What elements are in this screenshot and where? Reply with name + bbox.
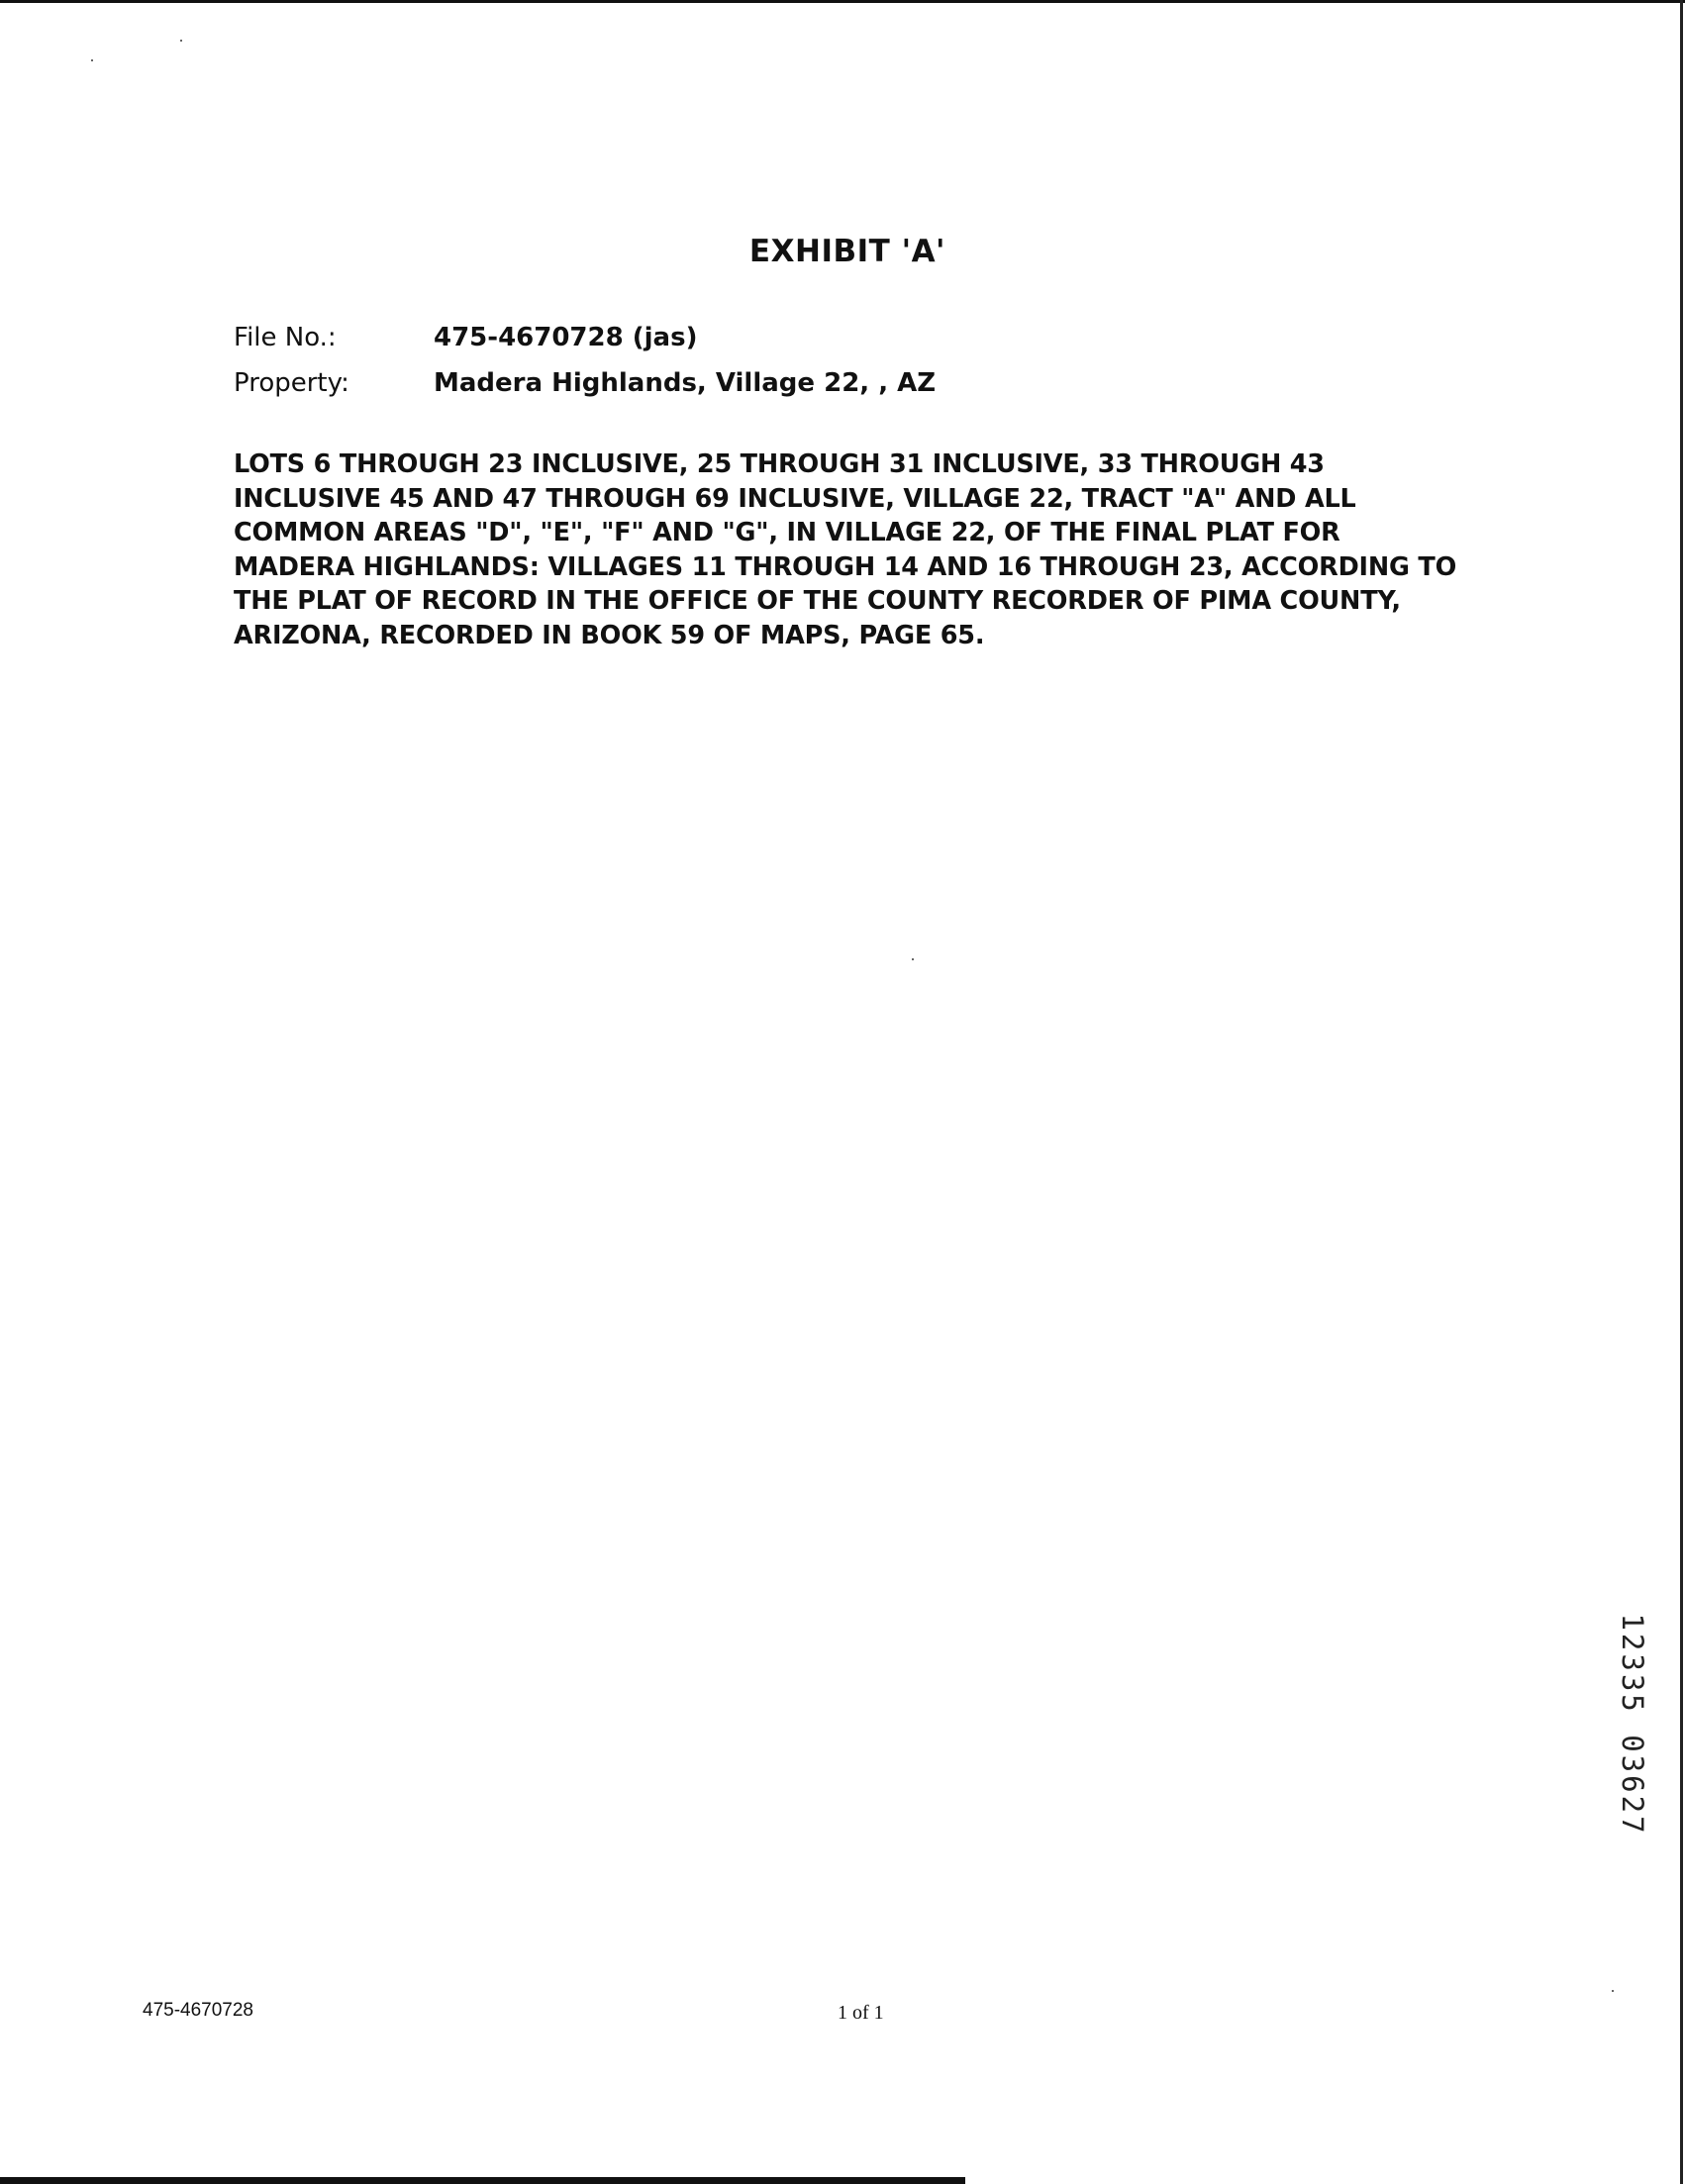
scan-speck bbox=[180, 40, 182, 42]
legal-description-line: COMMON AREAS "D", "E", "F" AND "G", IN VILLAGE 22, OF THE FINAL PLAT FOR bbox=[234, 518, 1340, 547]
legal-description-line: LOTS 6 THROUGH 23 INCLUSIVE, 25 THROUGH 31 INCLUSIVE, 33 THROUGH 43 bbox=[234, 449, 1325, 479]
scan-edge-bottom bbox=[0, 2177, 965, 2184]
legal-description-line: MADERA HIGHLANDS: VILLAGES 11 THROUGH 14 AND 16 THROUGH 23, ACCORDING TO bbox=[234, 551, 1457, 582]
recorder-stamp bbox=[1616, 1596, 1649, 1853]
footer-page-indicator: 1 of 1 bbox=[838, 2002, 884, 2024]
legal-description-line: INCLUSIVE 45 AND 47 THROUGH 69 INCLUSIVE, VILLAGE 22, TRACT "A" AND ALL bbox=[234, 483, 1356, 514]
scan-speck bbox=[912, 958, 914, 960]
property-value: Madera Highlands, Village 22, , AZ bbox=[434, 368, 937, 398]
file-number-label: File No.: bbox=[234, 323, 337, 352]
recorder-stamp-text: 12335 03627 bbox=[1616, 1613, 1649, 1837]
scan-speck bbox=[91, 59, 93, 61]
property-label: Property: bbox=[234, 368, 349, 398]
file-number-value: 475-4670728 (jas) bbox=[434, 323, 698, 352]
scan-edge-top bbox=[0, 0, 1685, 3]
legal-description-line: ARIZONA, RECORDED IN BOOK 59 OF MAPS, PAGE 65. bbox=[234, 620, 985, 650]
exhibit-title: EXHIBIT 'A' bbox=[748, 234, 946, 269]
footer-file-number: 475-4670728 bbox=[143, 2000, 253, 2021]
legal-description bbox=[234, 447, 1491, 652]
legal-description-line: THE PLAT OF RECORD IN THE OFFICE OF THE COUNTY RECORDER OF PIMA COUNTY, bbox=[234, 586, 1401, 616]
scan-speck bbox=[1612, 1990, 1614, 1992]
scan-edge-right bbox=[1680, 0, 1683, 2184]
